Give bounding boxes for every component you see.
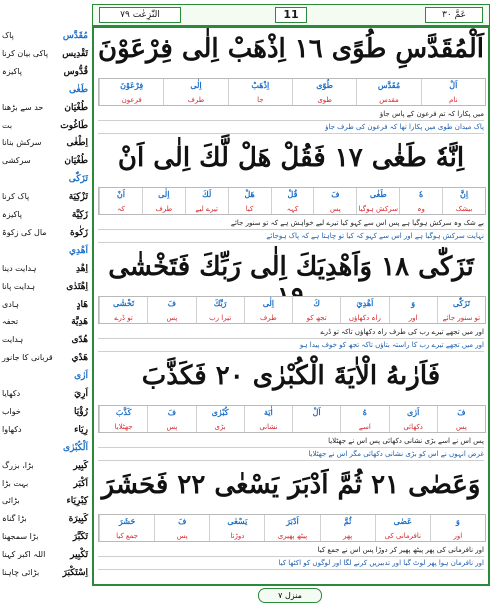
glossary-arabic: اَرِيَ — [74, 389, 88, 400]
word-arabic: اَدْبَرَ — [286, 516, 299, 526]
glossary-meaning: خواب — [2, 406, 21, 416]
glossary-meaning: سرکشی — [2, 156, 31, 166]
glossary-arabic: رِيَاء — [74, 424, 88, 435]
glossary-row — [2, 565, 90, 581]
glossary-arabic: هَادٍ — [76, 299, 88, 310]
glossary-arabic: كِبْرِيَاء — [66, 496, 88, 507]
word-meaning: پیٹھ پھیری — [277, 532, 308, 540]
word-by-word-grid — [98, 405, 486, 433]
word-cell — [147, 406, 195, 432]
word-cell — [147, 297, 195, 323]
glossary-meaning: ہدایت — [2, 335, 24, 345]
juz-label: عَمَّ ۳۰ — [425, 7, 483, 23]
word-meaning: پس — [329, 205, 341, 213]
word-meaning: پس — [166, 314, 178, 322]
word-arabic: اِذْهَبْ — [251, 80, 270, 90]
word-cell — [340, 297, 388, 323]
glossary-meaning: اللہ اکبر کہنا — [2, 550, 46, 560]
glossary-arabic: اِطْغٰى — [66, 138, 88, 149]
word-cell — [437, 406, 485, 432]
word-arabic: اَلْ — [312, 407, 321, 417]
word-cell — [421, 79, 485, 105]
glossary-row — [2, 118, 90, 134]
glossary-meaning: بڑائی چاہنا — [2, 568, 40, 578]
word-meaning: وہ — [417, 205, 425, 213]
word-meaning: طرف — [187, 96, 205, 104]
word-meaning: تجھ کو — [306, 314, 327, 322]
glossary-sidebar — [2, 28, 90, 583]
glossary-meaning: ہادی — [2, 299, 19, 309]
verse-block — [96, 28, 486, 136]
word-meaning: تیرے لیے — [195, 205, 218, 213]
word-cell — [271, 188, 314, 214]
verse-arabic: اِنَّهٗ طَغٰى ١٧ فَقُلْ هَلْ لَّكَ اِلٰى اَنْ — [117, 143, 465, 173]
word-cell — [99, 79, 163, 105]
word-arabic: طُوًى — [316, 80, 334, 90]
word-by-word-grid — [98, 296, 486, 324]
word-meaning: بیشک — [455, 205, 473, 213]
glossary-meaning: پاک کرنا — [2, 192, 30, 202]
word-meaning: نام — [449, 96, 458, 104]
word-meaning: پس — [176, 532, 188, 540]
word-meaning: سرکش ہوگیا — [358, 205, 399, 213]
glossary-row — [2, 511, 90, 527]
glossary-arabic: طَاغُوت — [60, 120, 88, 131]
word-cell — [163, 79, 227, 105]
word-by-word-grid — [98, 187, 486, 215]
word-arabic: عَصٰى — [393, 516, 412, 526]
word-arabic: هٗ — [419, 189, 424, 199]
glossary-row — [2, 261, 90, 277]
glossary-arabic: قُدُّوس — [63, 66, 88, 77]
glossary-meaning: بہت بڑا — [2, 478, 29, 488]
word-cell — [399, 188, 442, 214]
word-arabic: اَنْ — [116, 189, 125, 199]
word-meaning: نشانی — [259, 423, 278, 431]
word-arabic: اِلٰى — [158, 189, 170, 199]
glossary-row — [2, 493, 90, 509]
word-meaning: اور — [408, 314, 418, 322]
glossary-meaning: پاک — [2, 31, 14, 40]
glossary-row — [2, 422, 90, 438]
glossary-arabic: زَكٰوة — [70, 227, 88, 238]
word-arabic: كُبْرٰى — [211, 407, 229, 417]
translation-literal: پس اس نے اسے بڑی نشانی دکھائی پس اس نے جھٹلایا — [98, 435, 484, 448]
glossary-row — [2, 314, 90, 330]
glossary-meaning: تحفہ — [2, 317, 19, 327]
glossary-row — [2, 243, 90, 259]
verse-arabic: وَعَصٰى ٢١ ثُمَّ اَدْبَرَ يَسْعٰى ٢٢ فَحَشَرَ — [101, 470, 481, 500]
glossary-arabic: اَلْكُبْرٰى — [63, 442, 88, 453]
glossary-arabic: اِهْتَدٰى — [66, 281, 88, 292]
glossary-arabic: هُدًى — [71, 335, 88, 346]
word-arabic: فَ — [178, 516, 187, 526]
verse-block — [96, 464, 486, 572]
word-cell — [292, 406, 340, 432]
word-meaning: جا — [257, 96, 264, 104]
word-cell — [99, 515, 154, 541]
glossary-row — [2, 368, 90, 384]
glossary-row — [2, 404, 90, 420]
glossary-row — [2, 458, 90, 474]
glossary-row — [2, 279, 90, 295]
word-arabic: اٰيَة — [264, 407, 273, 417]
glossary-arabic: طَغٰى — [68, 84, 88, 95]
word-cell — [196, 297, 244, 323]
word-arabic: هُ — [362, 407, 367, 417]
word-meaning: کیا — [245, 205, 254, 213]
translation-idiomatic: نہایت سرکش ہوگیا ہے اور اس سے کہو کہ کیا تو چاہتا ہے کہ پاک ہوجائے — [98, 230, 484, 243]
glossary-arabic: تَكَبَّرَ — [72, 532, 88, 543]
word-meaning: اور — [453, 532, 463, 540]
glossary-meaning: بڑائی — [2, 496, 20, 506]
word-arabic: اَهْدِيَ — [356, 298, 374, 308]
word-cell — [99, 406, 147, 432]
word-arabic: كَ — [313, 298, 320, 308]
glossary-row — [2, 64, 90, 80]
glossary-meaning: ہدایت دینا — [2, 263, 37, 273]
word-cell — [292, 79, 356, 105]
glossary-row — [2, 332, 90, 348]
glossary-arabic: تَزْكِيَة — [68, 192, 88, 203]
verse-block — [96, 246, 486, 354]
glossary-row — [2, 135, 90, 151]
translation-idiomatic: پاک میدان طوی میں پکارا تھا کہ فرعون کی طرف جاؤ — [98, 121, 484, 134]
word-meaning: بڑی — [214, 423, 226, 431]
word-arabic: اِلٰى — [190, 80, 202, 90]
word-cell — [244, 406, 292, 432]
word-cell — [375, 515, 430, 541]
word-meaning: پھر — [343, 532, 353, 540]
word-meaning: پس — [166, 423, 178, 431]
glossary-arabic: رُؤْيَا — [74, 406, 88, 417]
glossary-arabic: اِهْدِ — [76, 263, 88, 274]
glossary-arabic: تَزَكّٰى — [68, 174, 88, 185]
word-arabic: فَ — [331, 189, 340, 199]
verse-arabic: اَلْمُقَدَّسِ طُوًى ١٦ اِذْهَبْ اِلٰى فِرْعَوْنَ — [97, 34, 485, 64]
word-arabic: طَغٰى — [369, 189, 387, 199]
glossary-meaning: سرکش بنانا — [2, 138, 42, 148]
glossary-arabic: هَدِيَّة — [71, 317, 88, 328]
word-cell — [99, 297, 147, 323]
word-cell — [292, 297, 340, 323]
glossary-row — [2, 171, 90, 187]
word-arabic: حَشَرَ — [118, 516, 136, 526]
glossary-meaning: قربانی کا جانور — [2, 353, 53, 363]
translation-idiomatic: اور میں تجھے تیرے رب کا راستہ بتاؤں تاکہ تجھ کو خوف پیدا ہو — [98, 339, 484, 352]
word-meaning: تو ڈرے — [114, 314, 133, 322]
word-arabic: لَكَ — [202, 189, 212, 199]
word-arabic: فَ — [167, 407, 177, 417]
word-meaning: دوڑتا — [230, 532, 245, 540]
word-meaning: اسے — [358, 423, 371, 431]
glossary-row — [2, 225, 90, 241]
word-cell — [356, 188, 399, 214]
word-cell — [340, 406, 388, 432]
glossary-arabic: اَكْبَر — [73, 478, 88, 489]
word-cell — [154, 515, 209, 541]
word-cell — [320, 515, 375, 541]
manzil-label: منزل ۷ — [258, 588, 322, 603]
glossary-row — [2, 153, 90, 169]
word-meaning: نافرمانی کی — [384, 532, 421, 540]
word-arabic: اِلٰى — [262, 298, 275, 308]
glossary-row — [2, 28, 90, 44]
glossary-row — [2, 476, 90, 492]
translation-idiomatic: اور نافرمان ہوا پھر لوٹ گیا اور تدبیریں کرنے لگا اور لوگوں کو اکٹھا کیا — [98, 557, 484, 570]
word-arabic: فَ — [457, 407, 466, 417]
glossary-meaning: ہدایت پانا — [2, 281, 36, 291]
verse-block — [96, 137, 486, 245]
word-meaning: طوی — [317, 96, 332, 104]
glossary-meaning: حد سے بڑھنا — [2, 102, 44, 112]
word-arabic: رَبِّكَ — [213, 298, 227, 308]
glossary-row — [2, 386, 90, 402]
verse-block — [96, 355, 486, 463]
surah-label: النّٰزِعٰت ۷۹ — [99, 7, 181, 23]
glossary-row — [2, 547, 90, 563]
translation-idiomatic: غرض انہوں نے اس کو بڑی نشانی دکھائی مگر اس نے جھٹلایا — [98, 448, 484, 461]
word-meaning: کہہ — [286, 205, 299, 213]
glossary-meaning: پاکی بیان کرنا — [2, 48, 49, 58]
word-arabic: مُقَدَّس — [377, 80, 401, 90]
glossary-arabic: طُغْيَان — [64, 156, 88, 167]
glossary-meaning: پاکیزہ — [2, 210, 22, 220]
word-arabic: فَ — [167, 298, 177, 308]
glossary-meaning: مال کی زکوۃ — [2, 227, 47, 237]
word-arabic: تَخْشٰى — [113, 298, 135, 308]
glossary-row — [2, 100, 90, 116]
translation-literal: اور میں تجھے تیرے رب کی طرف راہ دکھاؤں تاکہ تو ڈرے — [98, 326, 484, 339]
word-arabic: فِرْعَوْنَ — [120, 80, 144, 90]
word-cell — [313, 188, 356, 214]
word-meaning: دکھائی — [403, 423, 423, 431]
page-number: 11 — [275, 7, 307, 23]
glossary-meaning: پاکیزہ — [2, 66, 22, 76]
word-cell — [142, 188, 185, 214]
word-cell — [389, 406, 437, 432]
translation-literal: بے شک وہ سرکش ہوگیا ہے پس اس سے کہو کیا تیرے لیے خواہش ہے کہ تو سنور جائے — [98, 217, 484, 230]
glossary-arabic: تَكْبِير — [70, 550, 88, 561]
glossary-meaning: بڑا، بزرگ — [2, 460, 34, 470]
glossary-meaning: بت — [2, 120, 13, 130]
word-meaning: جھٹلایا — [114, 423, 133, 431]
word-by-word-grid — [98, 514, 486, 542]
word-cell — [356, 79, 420, 105]
verse-arabic: تَزَكّٰى ١٨ وَاَهْدِيَكَ اِلٰى رَبِّكَ فَتَخْشٰى — [108, 252, 474, 282]
glossary-arabic: كَبِيرَة — [68, 514, 88, 525]
word-cell — [209, 515, 264, 541]
word-arabic: اِنَّ — [459, 189, 469, 199]
word-by-word-grid — [98, 78, 486, 106]
word-arabic: اَرٰى — [406, 407, 420, 417]
glossary-meaning: بڑا سمجھنا — [2, 532, 39, 542]
word-cell — [196, 406, 244, 432]
verse-arabic: فَاَرٰىهُ الْاٰيَةَ الْكُبْرٰى ٢٠ فَكَذَّبَ — [141, 361, 441, 391]
word-meaning: تو سنور جائے — [442, 314, 481, 322]
glossary-row — [2, 46, 90, 62]
glossary-meaning: بڑا گناہ — [2, 514, 27, 524]
glossary-row — [2, 529, 90, 545]
glossary-arabic: اَهْدِي — [68, 245, 88, 256]
glossary-arabic: طُغْيَان — [64, 102, 88, 113]
glossary-row — [2, 82, 90, 98]
word-arabic: هَلْ — [244, 189, 255, 199]
word-meaning: فرعون — [121, 96, 142, 104]
translation-literal: اور نافرمانی کی پھر پیٹھ پھیر کر دوڑا پس اس نے جمع کیا — [98, 544, 484, 557]
word-meaning: راہ دکھاؤں — [348, 314, 381, 322]
translation-literal: میں پکارا کہ تم فرعون کے پاس جاؤ — [98, 108, 484, 121]
word-meaning: تیرا رب — [209, 314, 232, 322]
word-meaning: طرف — [155, 205, 173, 213]
word-arabic: وَ — [411, 298, 416, 308]
word-cell — [389, 297, 437, 323]
word-meaning: مقدس — [379, 96, 399, 104]
word-arabic: قُلْ — [287, 189, 298, 199]
glossary-arabic: تَقْدِيس — [62, 48, 88, 59]
word-arabic: يَسْعٰى — [227, 516, 248, 526]
word-cell — [442, 188, 485, 214]
word-cell — [437, 297, 485, 323]
glossary-row — [2, 297, 90, 313]
glossary-arabic: كَبِير — [73, 460, 88, 471]
glossary-arabic: هَدْي — [71, 353, 88, 364]
glossary-arabic: اَرٰى — [74, 371, 88, 382]
glossary-row — [2, 350, 90, 366]
word-cell — [228, 188, 271, 214]
glossary-arabic: اِسْتَكْبَرَ — [62, 568, 88, 579]
glossary-row — [2, 207, 90, 223]
word-cell — [228, 79, 292, 105]
word-arabic: ثُمَّ — [343, 516, 352, 526]
word-cell — [430, 515, 485, 541]
word-arabic: وَ — [455, 516, 460, 526]
word-meaning: طرف — [260, 314, 277, 322]
word-meaning: جمع کیا — [116, 532, 139, 540]
word-cell — [185, 188, 228, 214]
glossary-row — [2, 440, 90, 456]
glossary-row — [2, 189, 90, 205]
word-cell — [99, 188, 142, 214]
word-meaning: کہ — [117, 205, 125, 213]
word-meaning: پس — [455, 423, 467, 431]
word-arabic: تَزَكّٰى — [452, 298, 470, 308]
glossary-meaning: دکھایا — [2, 389, 21, 399]
glossary-arabic: مُقَدَّس — [62, 31, 88, 41]
glossary-meaning: دکھاوا — [2, 424, 22, 434]
word-arabic: كَذَّبَ — [115, 407, 132, 417]
word-cell — [264, 515, 319, 541]
word-arabic: اَلْ — [449, 80, 458, 90]
page-header — [92, 4, 490, 26]
glossary-arabic: زَكِيَّة — [71, 210, 88, 221]
word-cell — [244, 297, 292, 323]
